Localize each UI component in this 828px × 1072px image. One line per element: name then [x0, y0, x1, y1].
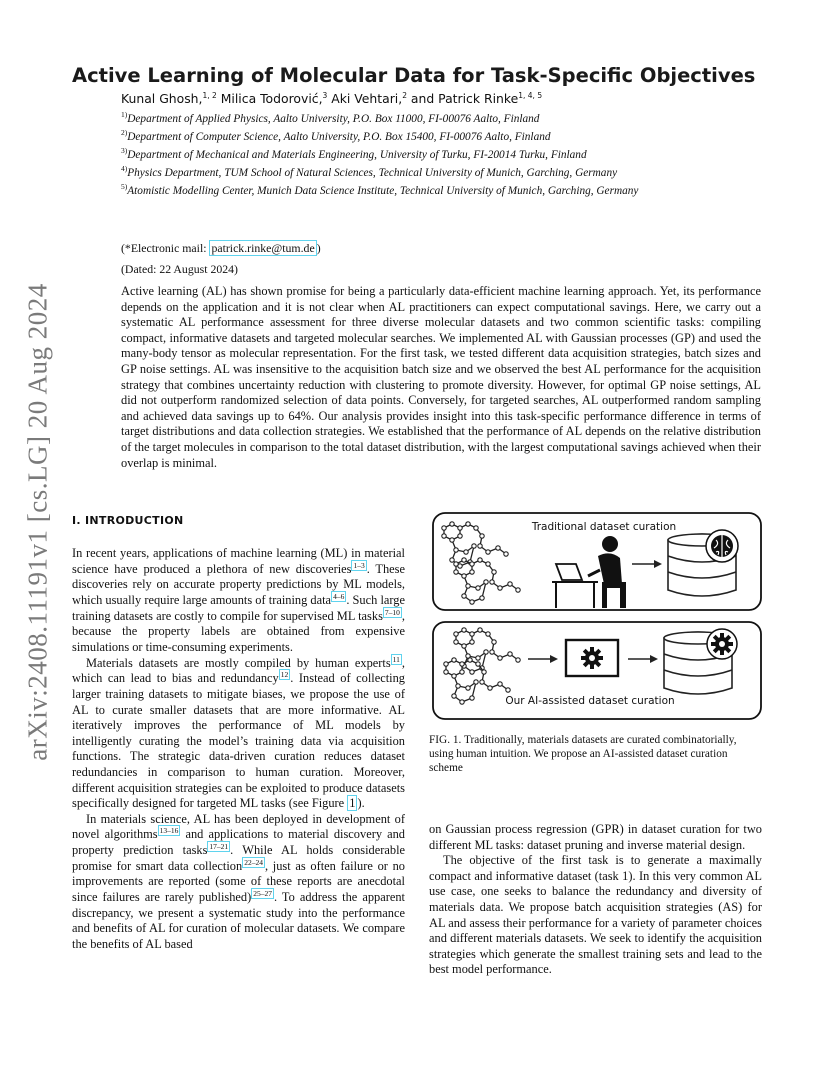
- author-name: Kunal Ghosh,: [121, 91, 203, 107]
- affiliation-number: 5): [121, 181, 128, 191]
- paragraph-text: . While AL holds considerable promise for smart data collection: [72, 843, 406, 873]
- author-affiliation-marker: 1, 2: [202, 91, 217, 100]
- author-list: [121, 91, 542, 106]
- section-heading: I. INTRODUCTION: [72, 514, 184, 527]
- traditional-panel-label: Traditional dataset curation: [531, 521, 677, 533]
- affiliation: [121, 162, 651, 180]
- abstract: Active learning (AL) has shown promise for being a particularly data-efficient machine learning approach. Yet, its performance depends on the application and it is not clear when AL practitioners can expect computational savings. Here, we carry out a systematic AL performance assessment for three diverse molecular datasets and two common scientific tasks: compiling compact, informative datasets and targeted molecular searches. We implemented AL with Gaussian processes (GP) and used the many-body tensor as molecular representation. For the first task, we tested different data acquisition strategies, batch sizes and GP noise settings. AL was insensitive to the acquisition batch size and we observed the best AL performance for the acquisition strategy that combines uncertainty reduction with clustering to promote diversity. However, for optimal GP noise settings, AL did not outperform randomized selection of data points. Conversely, for targeted searches, AL outperformed random sampling and achieved data savings up to 64%. Our analysis provides insight into this task-specific performance difference in terms of target distributions and data collection strategies. We established that the performance of AL depends on the relative distribution of the target molecules in comparison to the total dataset distribution, with the largest computational savings achieved when their overlap is minimal.: [121, 284, 761, 470]
- citation-link[interactable]: 7–10: [384, 607, 400, 617]
- paragraph-text: In materials science, AL has been deployed in development of novel algorithms: [72, 811, 405, 842]
- arxiv-sidebar: [18, 282, 58, 762]
- email-suffix: ): [316, 241, 321, 255]
- paragraph-text: In recent years, applications of machine learning (ML) in material science have produced a plethora of new discoveries: [72, 546, 405, 576]
- citation-link[interactable]: 1–3: [353, 560, 365, 570]
- paragraph-text: . Such large training datasets are costly to compile for supervised ML tasks: [72, 593, 405, 623]
- paragraph-text: . These discoveries rely on accurate property predictions by ML models, which usually require large amounts of training data: [72, 561, 405, 608]
- body-paragraph: [72, 812, 405, 953]
- left-column: [72, 546, 405, 953]
- affiliation-text: Atomistic Modelling Center, Munich Data Science Institute, Technical University of Munich, Garching, Germany: [127, 184, 639, 197]
- author-affiliation-marker: 3: [322, 91, 328, 100]
- affiliation-list: [121, 108, 651, 198]
- paragraph-text: , because the property labels are obtained from expensive simulations or time-consuming experiments.: [72, 608, 405, 654]
- affiliation-number: 3): [121, 145, 128, 155]
- affiliation-text: Department of Mechanical and Materials Engineering, University of Turku, FI-20014 Turku, Finland: [127, 148, 587, 161]
- citation-link[interactable]: 25–27: [253, 889, 272, 899]
- paragraph-text: , just as often failure or no improvements are reported (some of these reports are anecdotal since failures are rarely published): [72, 858, 405, 905]
- citation-link[interactable]: 17–21: [209, 842, 229, 852]
- figure-ref-link[interactable]: 1: [349, 796, 356, 811]
- affiliation-text: Department of Computer Science, Aalto University, P.O. Box 15400, FI-00076 Aalto, Finland: [127, 130, 551, 143]
- corresponding-email: [121, 241, 321, 256]
- body-paragraph: on Gaussian process regression (GPR) in dataset curation for two different ML tasks: dataset pruning and inverse material design.: [429, 822, 762, 852]
- affiliation: [121, 126, 651, 144]
- arxiv-identifier: arXiv:2408.11191v1 [cs.LG] 20 Aug 2024: [22, 283, 53, 761]
- paper-title: Active Learning of Molecular Data for Task-Specific Objectives: [72, 64, 756, 87]
- figure-1-graphic: [432, 512, 762, 720]
- affiliation-text: Physics Department, TUM School of Natural Sciences, Technical University of Munich, Garching, Germany: [127, 166, 618, 179]
- paragraph-text: and applications to material discovery and property prediction tasks: [72, 827, 405, 858]
- body-paragraph: [72, 546, 405, 656]
- author-name: Aki Vehtari,: [327, 91, 403, 107]
- paragraph-text: ).: [357, 796, 365, 811]
- ai-panel-label: Our AI-assisted dataset curation: [505, 695, 675, 707]
- citation-link[interactable]: 11: [392, 654, 400, 664]
- dated-line: (Dated: 22 August 2024): [121, 262, 238, 276]
- brain-icon: [706, 530, 738, 562]
- right-column: [429, 822, 762, 978]
- email-prefix: (*Electronic mail:: [121, 241, 210, 255]
- paragraph-text: Materials datasets are mostly compiled by human experts: [86, 655, 391, 670]
- email-link[interactable]: patrick.rinke@tum.de: [211, 241, 315, 255]
- affiliation-number: 4): [121, 163, 128, 173]
- author-affiliation-marker: 2: [402, 91, 407, 100]
- author-name: Milica Todorović,: [216, 91, 323, 107]
- figure-caption: FIG. 1. Traditionally, materials datasets are curated combinatorially, using human intuition. We propose an AI-assisted dataset curation scheme: [429, 734, 737, 775]
- body-paragraph: [72, 656, 405, 812]
- paragraph-text: . Instead of collecting larger training datasets to mitigate biases, we propose the use of AL to curate smaller datasets that are more informative. AL iteratively improves the performance of ML models by intelligently curating the model’s training data via acquisition functions. The strategic data-driven curation reduces dataset redundancies in comparison to human curation. Moreover, different acquisition strategies can be exploited to produce datasets specifically designed for targeted ML tasks (see Figure: [72, 671, 405, 811]
- affiliation-text: Department of Applied Physics, Aalto University, P.O. Box 11000, FI-00076 Aalto, Finland: [127, 112, 540, 125]
- body-paragraph: The objective of the first task is to generate a maximally compact and informative dataset (task 1). In this very common AL use case, one seeks to balance the redundancy and diversity of materials data. We propose batch acquisition strategies (AS) for AL and assess their performance for a variety of parameter choices and different materials datasets. We seek to identify the acquisition strategies which generate the smallest training sets and lead to the best model performance.: [429, 853, 762, 977]
- affiliation: [121, 180, 651, 198]
- figure-1: [432, 512, 762, 720]
- author-name: and Patrick Rinke: [406, 91, 519, 107]
- citation-link[interactable]: 12: [280, 670, 289, 680]
- paragraph-text: . To address the apparent discrepancy, we present a systematic study into the performance and benefits of AL for curation of molecular datasets. We compare the benefits of AL based: [72, 890, 405, 951]
- citation-link[interactable]: 22–24: [244, 857, 263, 867]
- gear-icon: [707, 629, 737, 659]
- citation-link[interactable]: 4–6: [333, 591, 345, 601]
- citation-link[interactable]: 13–16: [159, 826, 179, 836]
- affiliation: [121, 144, 651, 162]
- affiliation-number: 2): [121, 127, 128, 137]
- ai-computer-icon: [566, 640, 618, 676]
- affiliation-number: 1): [121, 110, 128, 119]
- paragraph-text: , which can lead to bias and redundancy: [72, 655, 405, 686]
- author-affiliation-marker: 1, 4, 5: [518, 91, 543, 100]
- affiliation: [121, 108, 651, 126]
